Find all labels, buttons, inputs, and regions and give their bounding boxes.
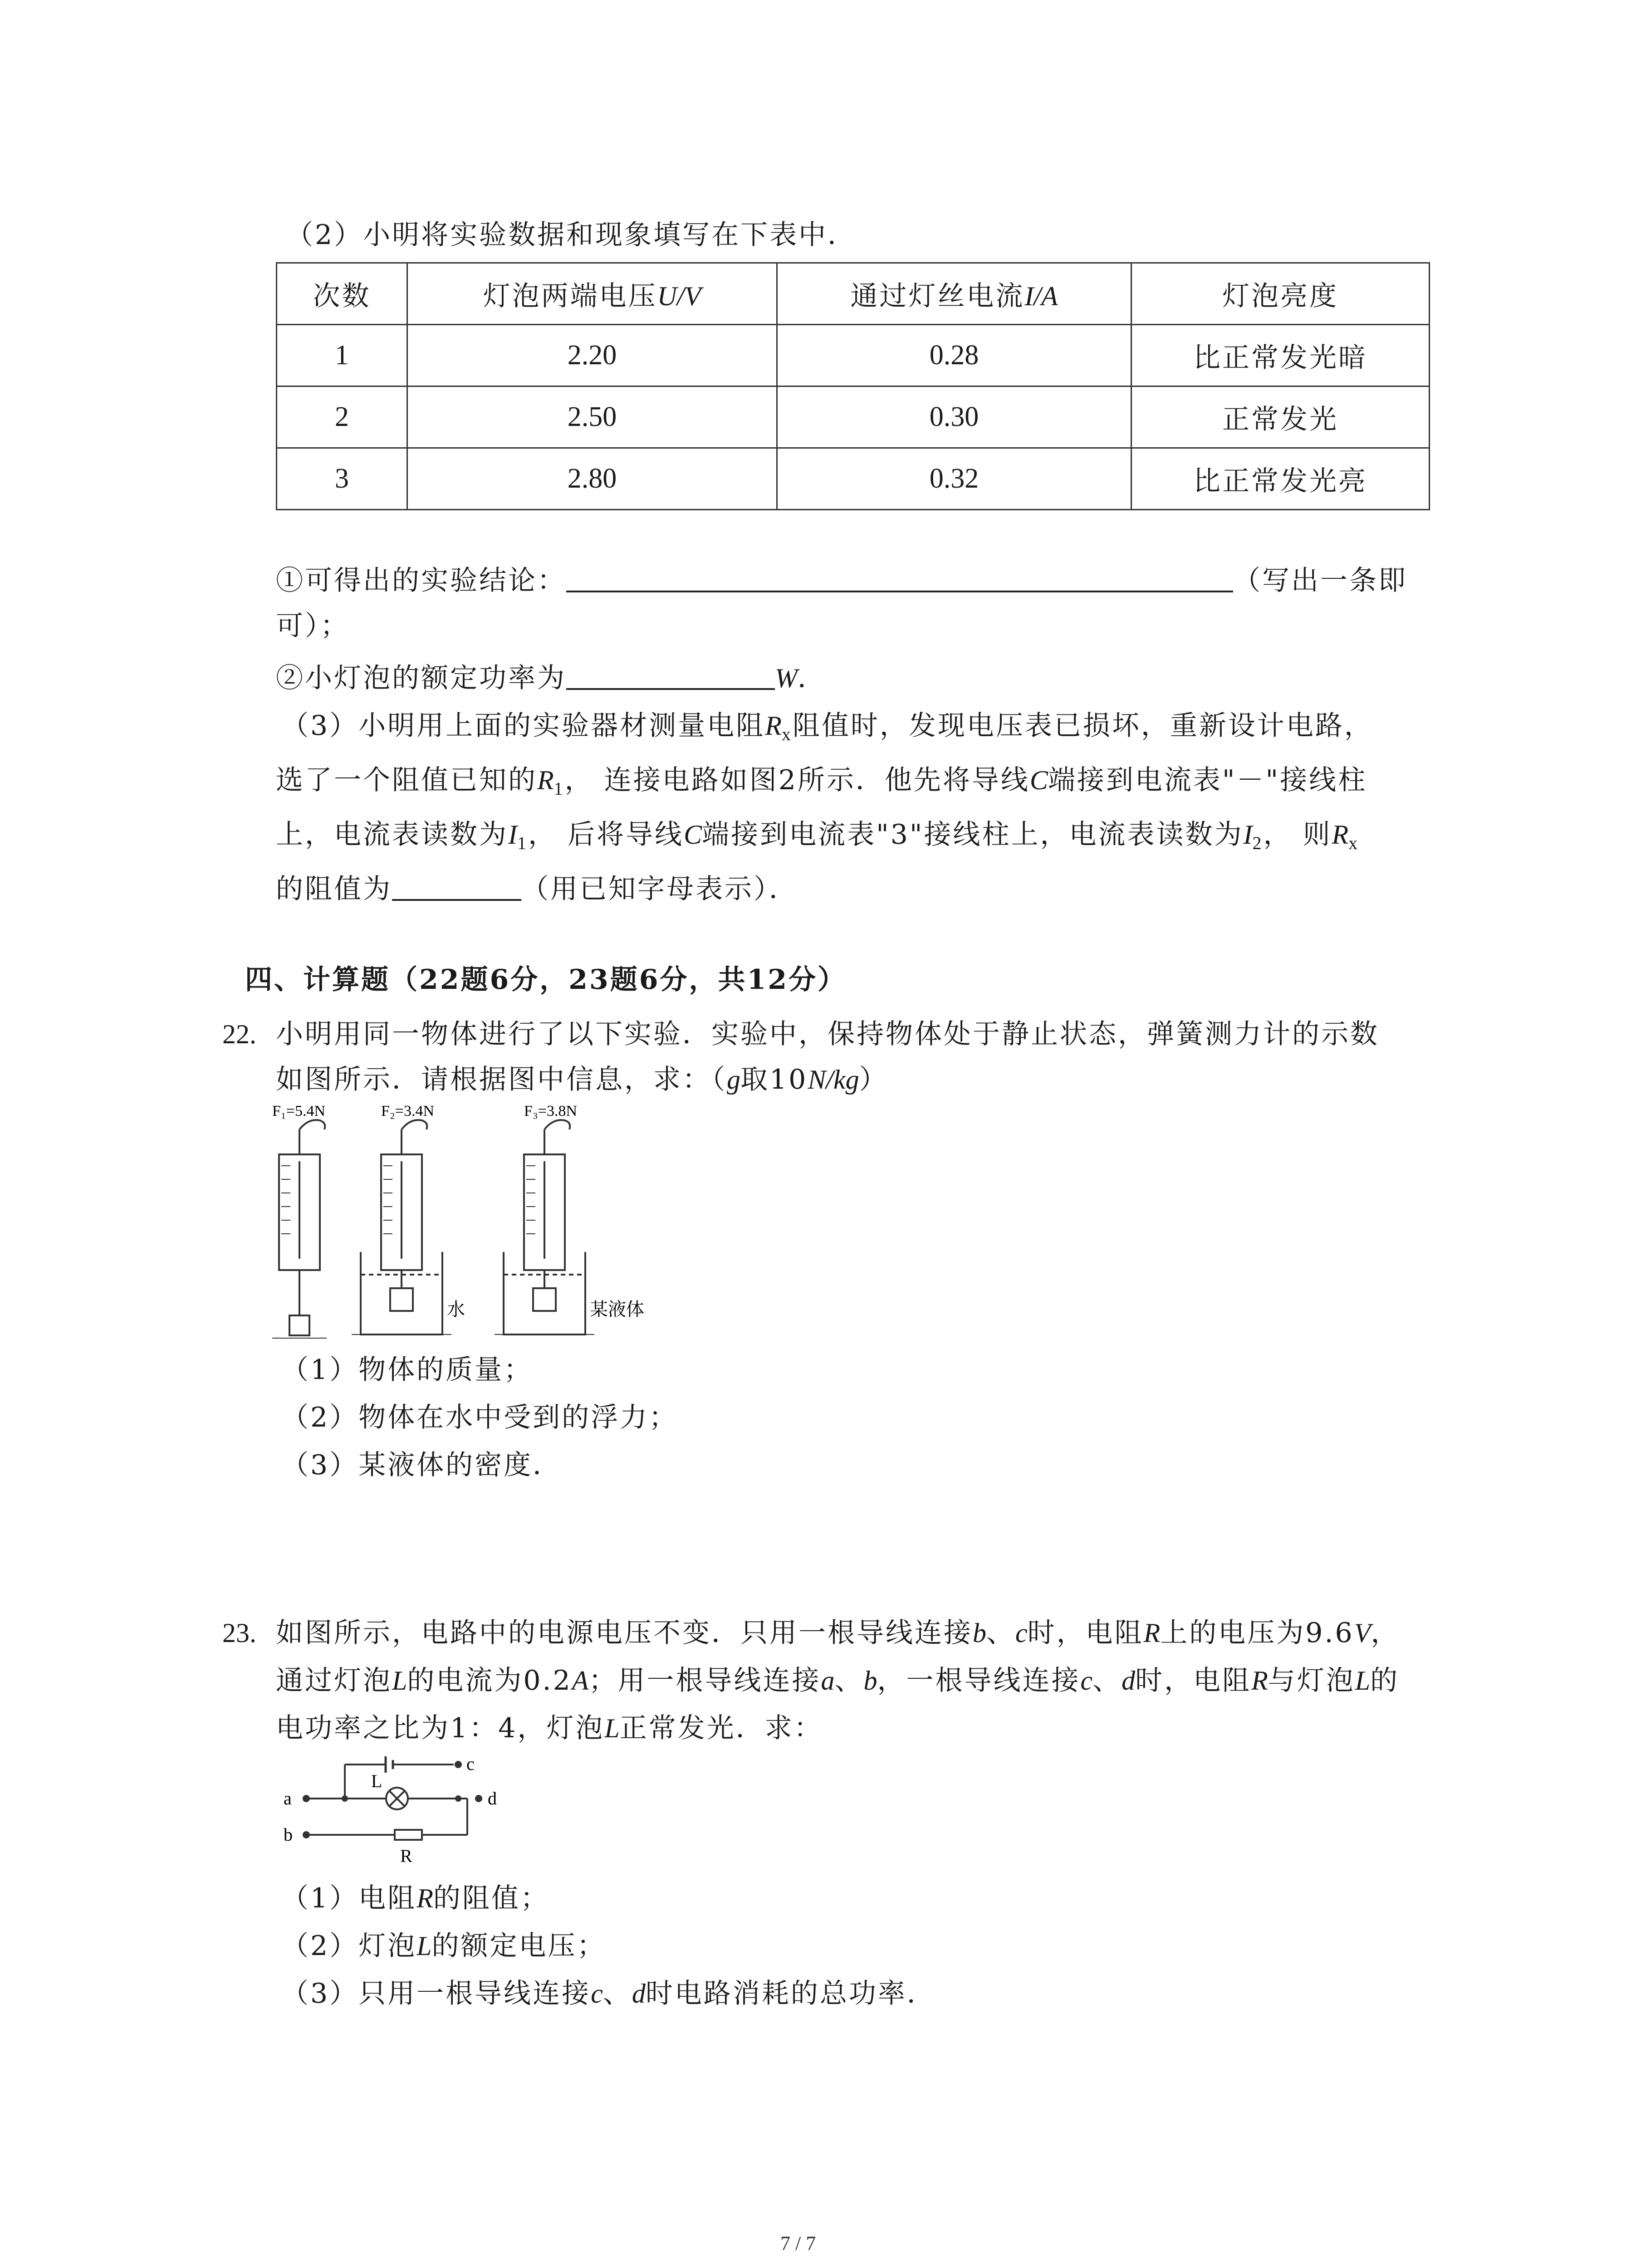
q23-sub3: （3）只用一根导线连接c、d时电路消耗的总功率． [281, 1978, 936, 2009]
table-header: 灯泡两端电压U/V [407, 263, 777, 325]
table-cell: 比正常发光亮 [1132, 448, 1430, 510]
answer-blank[interactable] [566, 663, 775, 690]
table-cell: 比正常发光暗 [1132, 325, 1430, 386]
table-row [277, 448, 1430, 510]
q22-sub3: （3）某液体的密度． [281, 1449, 562, 1481]
terminal-c-label: c [466, 1754, 475, 1774]
f2-label: F₂=3.4N [381, 1103, 434, 1119]
table-cell: 0.28 [777, 325, 1132, 386]
lamp-label: L [371, 1771, 382, 1791]
table-row [277, 386, 1430, 448]
table-cell: 0.30 [777, 386, 1132, 448]
table-cell: 0.32 [777, 448, 1132, 510]
q22-sub1: （1）物体的质量； [281, 1354, 533, 1386]
water-label: 水 [447, 1299, 465, 1320]
q23-sub2: （2）灯泡L的额定电压； [281, 1930, 606, 1962]
table-header: 通过灯丝电流I/A [777, 263, 1132, 325]
q23-line3: 电功率之比为1：4，灯泡L正常发光．求： [276, 1712, 823, 1744]
table-cell: 正常发光 [1132, 386, 1430, 448]
f1-label: F₁=5.4N [272, 1103, 325, 1119]
q22-sub2: （2）物体在水中受到的浮力； [281, 1402, 678, 1433]
table-cell: 3 [277, 448, 407, 510]
q22-line1: 小明用同一物体进行了以下实验．实验中，保持物体处于静止状态，弹簧测力计的示数 [276, 1018, 1379, 1050]
q23-sub1: （1）电阻R的阻值； [281, 1882, 549, 1914]
table-cell: 2.80 [407, 448, 777, 510]
q21-part2-intro: （2）小明将实验数据和现象填写在下表中． [286, 219, 857, 251]
q21-part3-line3: 上，电流表读数为$I_1$， 后将导线C端接到电流表"3"接线柱上，电流表读数为$I_2$， 则$R_x$ [276, 819, 1360, 853]
q23-number: 23. [222, 1618, 256, 1648]
spring-scale-figure [272, 1102, 681, 1347]
table-cell: 2.50 [407, 386, 777, 448]
circuit-diagram [272, 1746, 526, 1878]
q23-line2: 通过灯泡L的电流为0.2A；用一根导线连接a、b，一根导线连接c、d时，电阻R与灯泡L的 [276, 1665, 1400, 1696]
page-number: 7 / 7 [780, 2232, 816, 2254]
table-header: 次数 [277, 263, 407, 325]
table-cell: 2.20 [407, 325, 777, 386]
f3-label: F₃=3.8N [524, 1103, 577, 1119]
q21-part3-line1: （3）小明用上面的实验器材测量电阻$R_x$阻值时，发现电压表已损坏，重新设计电路， [281, 710, 1373, 744]
item1-cont: 可）； [276, 610, 349, 642]
table-header-row [277, 263, 1430, 325]
liquid-label: 某液体 [590, 1299, 644, 1320]
q22-number: 22. [222, 1019, 256, 1049]
answer-blank[interactable] [566, 565, 1233, 592]
q21-part3-line4: 的阻值为 （用已知字母表示）． [276, 873, 798, 905]
section-title: 四、计算题（22题6分，23题6分，共12分） [245, 964, 847, 996]
terminal-b-label: b [284, 1824, 293, 1845]
table-cell: 2 [277, 386, 407, 448]
table-cell: 1 [277, 325, 407, 386]
terminal-a-label: a [284, 1788, 292, 1809]
item1-line: ①可得出的实验结论： （写出一条即 [276, 565, 1407, 596]
q21-part3-line2: 选了一个阻值已知的$R_1$， 连接电路如图2所示．他先将导线C端接到电流表"－"接线柱 [276, 764, 1367, 799]
resistor-label: R [400, 1846, 412, 1866]
terminal-d-label: d [488, 1788, 497, 1809]
experiment-data-table [276, 262, 1430, 510]
answer-blank[interactable] [392, 874, 521, 901]
q22-line2: 如图所示．请根据图中信息，求：（g取10N/kg） [276, 1064, 888, 1095]
table-row [277, 325, 1430, 386]
q23-line1: 如图所示，电路中的电源电压不变．只用一根导线连接b、c时，电阻R上的电压为9.6V， [276, 1617, 1400, 1649]
table-header: 灯泡亮度 [1132, 263, 1430, 325]
item2-line: ②小灯泡的额定功率为 W． [276, 662, 827, 694]
